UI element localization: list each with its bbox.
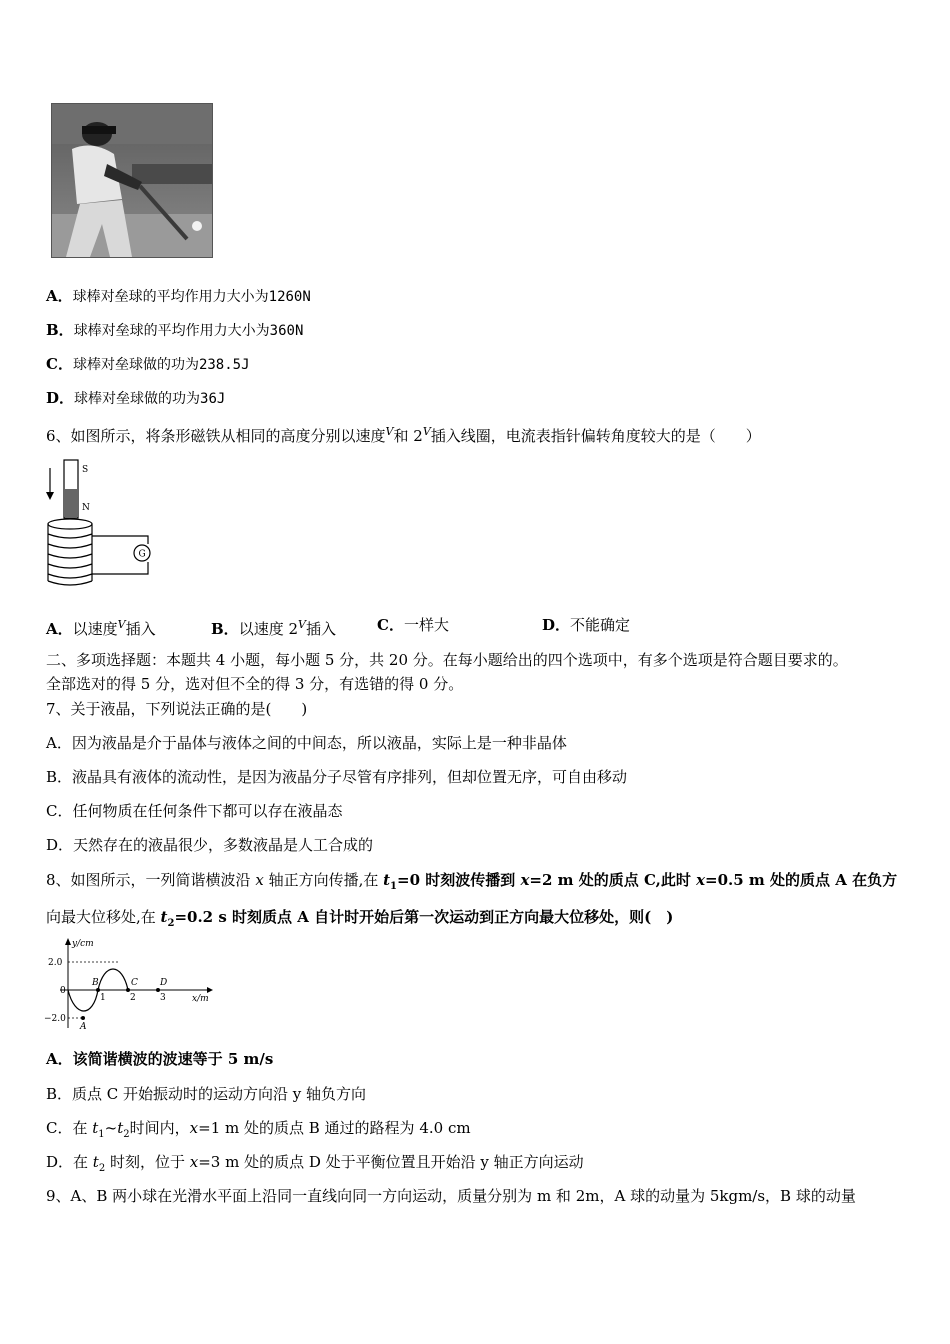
point-a-marker [81,1016,85,1020]
q8-text: 时间内， [129,1119,190,1137]
option-text: 以速度 [72,620,118,638]
q6-option-c [377,615,449,635]
velocity-symbol: V [117,618,126,631]
q7-option-b: B．液晶具有液体的流动性，是因为液晶分子尽管有序排列，但却位置无序，可自由移动 [46,768,628,786]
q6-option-b [211,615,336,639]
q6-stem-part1: 6、如图所示，将条形磁铁从相同的高度分别以速度 [46,427,386,445]
q8-option-a: A．该简谐横波的波速等于 5 m/s [46,1050,274,1068]
point-b-label: B [92,978,99,988]
q6-stem [46,422,910,446]
var-t: t [160,908,168,926]
var-t: t [117,1119,124,1137]
wave-graph [42,936,217,1032]
y-axis-arrow-icon [65,938,71,945]
var-x: x [189,1119,199,1137]
option-text: 球棒对垒球做的功为238.5J [72,357,250,373]
q8-text: =0.5 m 处的质点 A 在负方 [705,871,898,889]
q7-option-d: D．天然存在的液晶很少，多数液晶是人工合成的 [46,836,374,854]
option-text: 以速度 2 [238,620,298,638]
q8-option-b: B．质点 C 开始振动时的运动方向沿 y 轴负方向 [46,1085,367,1103]
y-tick-label: 0 [60,986,66,996]
var-x: x [696,871,706,889]
q8-text: 向最大位移处,在 [46,908,161,926]
var-x: x [520,871,530,889]
y-axis-label: y/cm [72,939,94,949]
q8-option-d [46,1152,910,1179]
wave-graph-svg [42,936,217,1032]
q8-text: 时刻，位于 [105,1153,190,1171]
y-tick-label: 2.0 [48,958,63,968]
q8-text: C．在 [46,1119,93,1137]
option-label: A． [46,620,73,638]
q8-text: =3 m 处的质点 D 处于平衡位置且开始沿 y 轴正方向运动 [198,1153,584,1171]
q6-option-d [542,615,630,635]
batter-image [52,104,212,257]
option-text: 球棒对垒球的平均作用力大小为360N [73,323,304,339]
q6-stem-part2: 和 2 [393,427,423,445]
y-tick-label: −2.0 [44,1014,66,1024]
q5-option-b [46,320,910,341]
point-d-label: D [160,978,168,988]
option-label: C． [46,355,73,373]
var-x: x [255,871,264,889]
q7-option-c: C．任何物质在任何条件下都可以存在液晶态 [46,802,343,820]
var-subscript: 2 [167,918,175,929]
option-label: B． [46,321,74,339]
q8-text: 8、如图所示，一列简谐横波沿 [46,871,256,889]
velocity-symbol: V [385,425,394,438]
q8-text: =2 m 处的质点 C,此时 [529,871,697,889]
q8-text: =0.2 s 时刻质点 A 自计时开始后第一次运动到正方向最大位移处，则( ) [174,908,674,926]
x-axis-arrow-icon [207,987,213,993]
var-subscript: 2 [123,1129,130,1140]
var-t: t [92,1153,99,1171]
var-t: t [383,871,391,889]
q8-stem-line2 [46,907,910,934]
point-b-marker [96,988,100,992]
velocity-symbol: V [422,425,431,438]
option-text-tail: 插入 [125,620,156,638]
q6-stem-part3: 插入线圈，电流表指针偏转角度较大的是（ ） [430,427,761,445]
var-subscript: 1 [390,881,398,892]
down-arrow-icon [46,492,54,500]
q8-text: =1 m 处的质点 B 通过的路程为 4.0 cm [198,1119,471,1137]
option-text: 不能确定 [570,616,631,634]
q7-option-a: A．因为液晶是介于晶体与液体之间的中间态，所以液晶，实际上是一种非晶体 [46,734,567,752]
velocity-symbol: V [298,618,306,631]
section2-line2 [46,674,910,694]
option-label: A． [46,287,73,305]
point-a-label: A [80,1022,87,1032]
option-text-tail: 插入 [305,620,336,638]
option-label: D． [46,389,75,407]
x-tick-label: 1 [100,993,106,1003]
q8-text: ~ [104,1119,118,1137]
magnet-coil-diagram [40,456,160,591]
q5-option-c [46,354,910,375]
q8-option-c [46,1118,910,1145]
magnet-n-label: N [82,503,90,513]
point-c-marker [126,988,130,992]
q8-text: =0 时刻波传播到 [397,871,521,889]
var-x: x [189,1153,199,1171]
q8-text: D．在 [46,1153,93,1171]
magnet-s-label: S [82,465,89,475]
q7-stem: 7、关于液晶，下列说法正确的是( ) [46,700,308,718]
option-label: C． [377,616,404,634]
q5-option-d [46,388,910,409]
q6-option-a [46,615,156,639]
magnet-coil-figure [40,456,160,591]
galvanometer-label: G [138,549,146,560]
q9-stem: 9、A、B 两小球在光滑水平面上沿同一直线向同一方向运动，质量分别为 m 和 2m，A 球的动量为 5kgm/s，B 球的动量 [46,1187,856,1205]
point-d-marker [156,988,160,992]
baseball-batter-photo [51,103,213,258]
q5-option-a [46,286,910,307]
option-text: 球棒对垒球做的功为36J [74,391,226,407]
x-tick-label: 3 [160,993,166,1003]
x-tick-label: 2 [130,993,136,1003]
var-subscript: 2 [98,1163,106,1174]
x-axis-label: x/m [192,994,209,1004]
option-label: B． [211,620,239,638]
q8-text: 轴正方向传播,在 [263,871,384,889]
section2-line1 [46,650,912,670]
var-t: t [92,1119,99,1137]
point-c-label: C [131,978,138,988]
option-text: 一样大 [403,616,449,634]
section2-text-2: 全部选对的得 5 分，选对但不全的得 3 分，有选错的得 0 分。 [46,675,464,693]
option-text: 球棒对垒球的平均作用力大小为1260N [72,289,311,305]
option-label: D． [542,616,571,634]
section2-text-1: 二、多项选择题：本题共 4 小题，每小题 5 分，共 20 分。在每小题给出的四个选项中，有多个选项是符合题目要求的。 [46,651,848,669]
var-subscript: 1 [98,1129,105,1140]
q8-stem-line1 [46,870,910,897]
